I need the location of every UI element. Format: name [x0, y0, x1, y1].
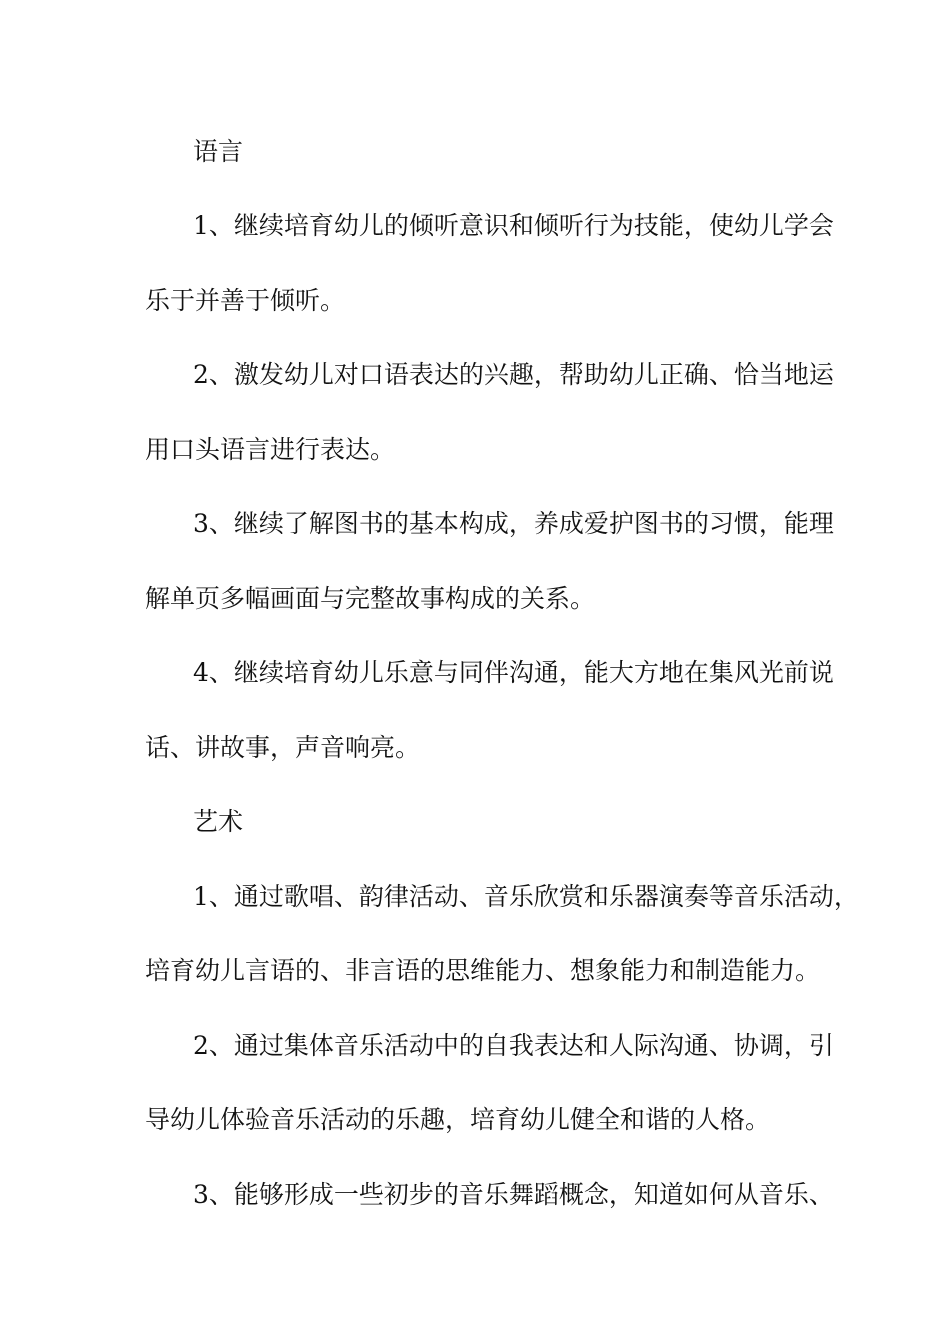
paragraph-line: 话、讲故事，声音响亮。 — [145, 733, 421, 762]
section-heading-language: 语言 — [193, 137, 244, 166]
paragraph-line: 3、能够形成一些初步的音乐舞蹈概念，知道如何从音乐、 — [193, 1180, 834, 1209]
paragraph-line: 3、继续了解图书的基本构成，养成爱护图书的习惯，能理 — [193, 509, 834, 538]
paragraph-line: 1、继续培育幼儿的倾听意识和倾听行为技能，使幼儿学会 — [193, 211, 834, 240]
paragraph-line: 解单页多幅画面与完整故事构成的关系。 — [145, 584, 596, 613]
paragraph-line: 1、通过歌唱、韵律活动、音乐欣赏和乐器演奏等音乐活动， — [193, 882, 859, 911]
section-heading-art: 艺术 — [193, 807, 244, 836]
paragraph-line: 培育幼儿言语的、非言语的思维能力、想象能力和制造能力。 — [145, 956, 821, 985]
paragraph-line: 2、激发幼儿对口语表达的兴趣，帮助幼儿正确、恰当地运 — [193, 360, 834, 389]
paragraph-line: 4、继续培育幼儿乐意与同伴沟通，能大方地在集风光前说 — [193, 658, 834, 687]
paragraph-line: 2、通过集体音乐活动中的自我表达和人际沟通、协调，引 — [193, 1031, 834, 1060]
paragraph-line: 导幼儿体验音乐活动的乐趣，培育幼儿健全和谐的人格。 — [145, 1105, 771, 1134]
paragraph-line: 用口头语言进行表达。 — [145, 435, 396, 464]
paragraph-line: 乐于并善于倾听。 — [145, 286, 346, 315]
